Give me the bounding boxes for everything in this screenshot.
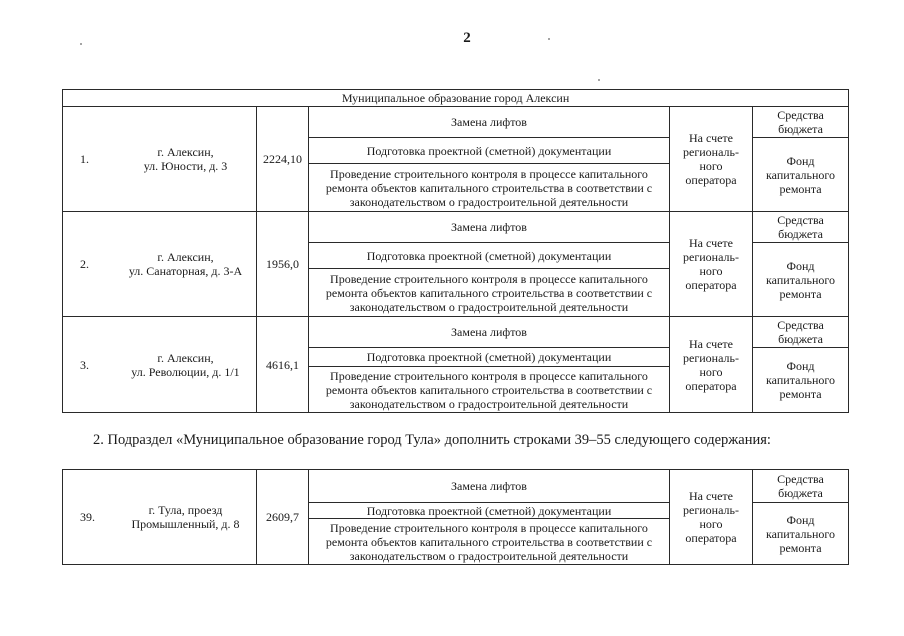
source-fund: Фонд капитального ремонта [753,503,849,565]
address-line1: г. Тула, проезд [148,503,223,517]
municipality-header: Муниципальное образование город Алексин [63,90,849,107]
scan-speck [80,43,82,45]
paragraph-amendment: 2. Подраздел «Муниципальное образование город Тула» дополнить строками 39–55 следующего содержания: [93,432,771,448]
work-construction-control: Проведение строительного контроля в процессе капитального ремонта объектов капитального строительства в соответствии с законодательством о градостроительной деятельности [309,367,670,413]
work-construction-control: Проведение строительного контроля в процессе капитального ремонта объектов капитального строительства в соответствии с законодательством о градостроительной деятельности [309,164,670,212]
account-cell: На счете региональ-ного оператора [670,470,753,565]
address-line2: ул. Юности, д. 3 [143,159,228,173]
source-budget: Средства бюджета [753,107,849,138]
work-construction-control: Проведение строительного контроля в процессе капитального ремонта объектов капитального строительства в соответствии с законодательством о градостроительной деятельности [309,519,670,565]
row-number: 1. [80,152,89,166]
source-budget: Средства бюджета [753,317,849,348]
address-line1: г. Алексин, [157,145,214,159]
area-cell: 2609,7 [257,470,309,565]
address-line2: ул. Санаторная, д. 3-А [128,264,243,278]
page-number: 2 [463,30,471,46]
area-cell: 4616,1 [257,317,309,413]
row-number: 3. [80,357,89,372]
address-line2: Промышленный, д. 8 [131,517,240,531]
address-line1: г. Алексин, [157,250,214,264]
source-fund: Фонд капитального ремонта [753,138,849,212]
work-design-docs: Подготовка проектной (сметной) документации [309,138,670,164]
address-line1: г. Алексин, [157,350,214,365]
account-cell: На счете региональ-ного оператора [670,212,753,317]
address-cell [63,212,257,317]
work-design-docs: Подготовка проектной (сметной) документации [309,348,670,367]
account-cell: На счете региональ-ного оператора [670,317,753,413]
work-lift-replacement: Замена лифтов [309,317,670,348]
address-cell [63,317,257,413]
work-design-docs: Подготовка проектной (сметной) документации [309,503,670,519]
work-construction-control: Проведение строительного контроля в процессе капитального ремонта объектов капитального строительства в соответствии с законодательством о градостроительной деятельности [309,269,670,317]
source-fund: Фонд капитального ремонта [753,348,849,413]
work-lift-replacement: Замена лифтов [309,470,670,503]
work-lift-replacement: Замена лифтов [309,107,670,138]
source-fund: Фонд капитального ремонта [753,243,849,317]
address-line2: ул. Революции, д. 1/1 [131,364,240,379]
area-cell: 2224,10 [257,107,309,212]
source-budget: Средства бюджета [753,470,849,503]
address-cell [63,470,257,565]
houses-table-aleksin [62,89,849,413]
row-number: 2. [80,257,89,271]
scan-speck [548,38,550,40]
houses-table-tula [62,469,849,565]
scan-speck [598,79,600,81]
work-design-docs: Подготовка проектной (сметной) документации [309,243,670,269]
source-budget: Средства бюджета [753,212,849,243]
account-cell: На счете региональ-ного оператора [670,107,753,212]
address-cell [63,107,257,212]
work-lift-replacement: Замена лифтов [309,212,670,243]
area-cell: 1956,0 [257,212,309,317]
row-number: 39. [80,510,95,524]
